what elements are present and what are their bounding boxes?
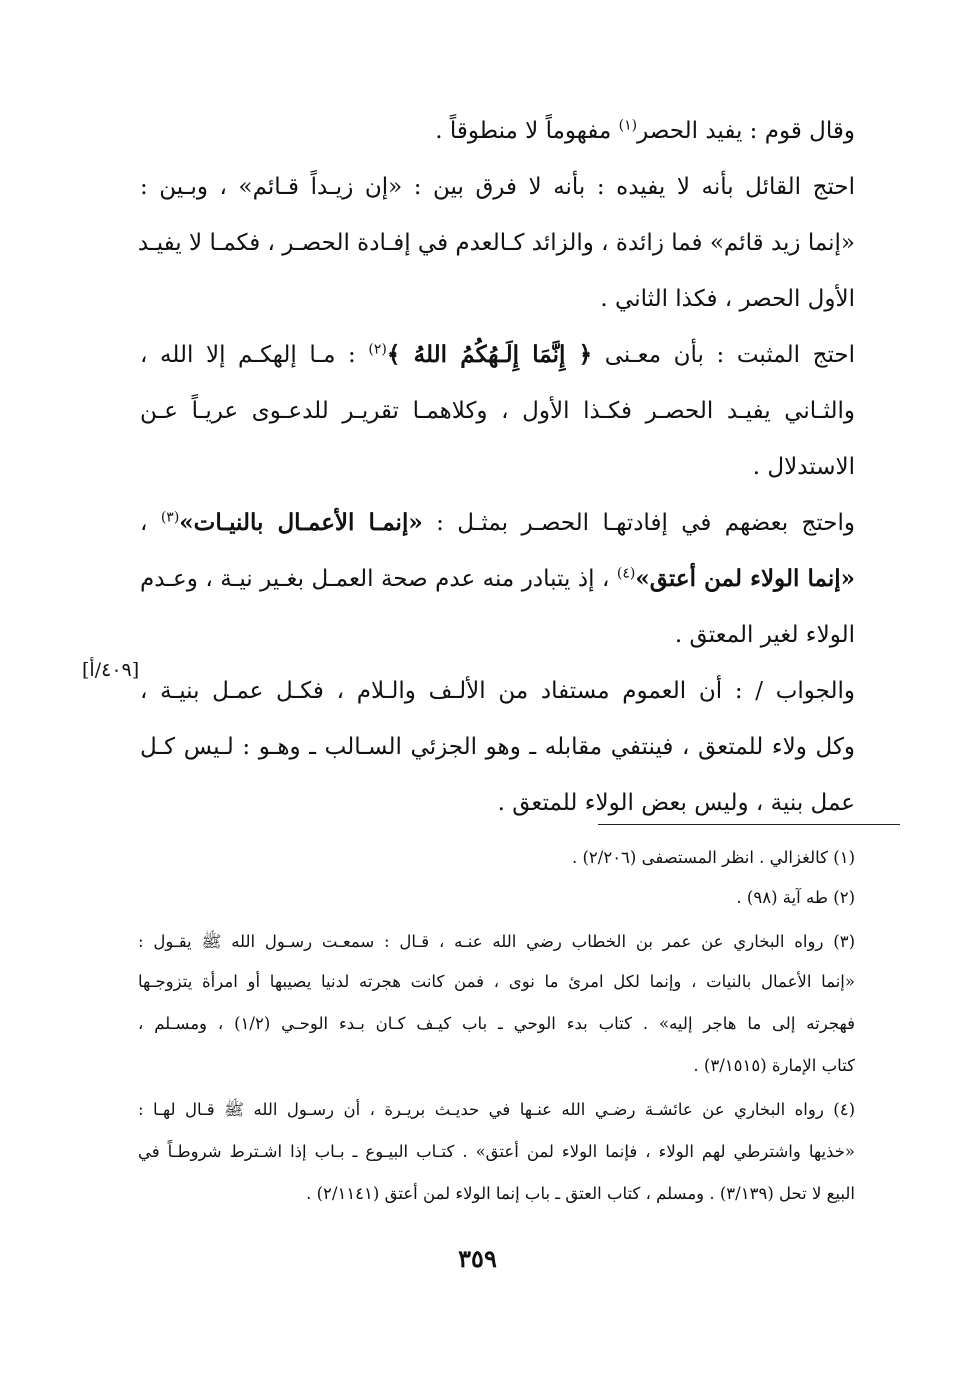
text-segment: مفهوماً لا منطوقاً . [435, 118, 612, 144]
footnote-4-line: (٤) رواه البخاري عن عائشـة رضـي الله عنـها في حديـث بريـرة ، أن رسـول الله ﷺ قـال لهـا : [138, 1100, 855, 1119]
footnote-separator [598, 824, 900, 825]
footnote-3-line: كتاب الإمارة (٣/١٥١٥) . [693, 1056, 855, 1075]
footnote-ref[interactable]: (١) [618, 117, 638, 134]
text-segment: واحتج بعضهم في إفادتهـا الحصـر بمثـل : [436, 510, 856, 536]
hadith-quote: «إنمـا الأعمـال بالنيـات» [179, 509, 423, 536]
footnote-3-line: «إنما الأعمال بالنيات ، وإنما لكل امرئ ما نوى ، فمن كانت هجرته لدنيا يصيبها أو امرأة يتزوجـها [138, 972, 855, 991]
footnote-ref[interactable]: (٢) [368, 341, 387, 358]
footnote-ref[interactable]: (٣) [160, 509, 180, 526]
text-segment: ، [140, 510, 148, 536]
body-line: والجواب / : أن العموم مستفاد من الألـف والـلام ، فكـل عمـل بنيـة ، [140, 678, 855, 704]
manuscript-folio-ref: [٤٠٩/أ] [82, 659, 140, 681]
footnote-4-line: «خذيها واشترطي لهم الولاء ، فإنما الولاء لمن أعتق» . كتـاب البيـوع ـ بـاب إذا اشـترط شروطـاً في [138, 1142, 855, 1161]
hadith-quote: «إنما الولاء لمن أعتق» [635, 565, 855, 592]
body-line [140, 564, 855, 594]
body-line [435, 116, 855, 146]
body-line: وكل ولاء للمتعق ، فينتفي مقابله ـ وهو الجزئي السـالب ـ وهـو : لـيس كـل [140, 734, 855, 760]
body-line: الأول الحصر ، فكذا الثاني . [600, 286, 855, 312]
footnote-3-line: (٣) رواه البخاري عن عمر بن الخطاب رضي الله عنـه ، قـال : سمعـت رسـول الله ﷺ يقـول : [138, 932, 855, 951]
text-segment: : مـا إلهكـم إلا الله ، [140, 342, 356, 368]
quran-verse: ﴿ إِنَّمَا إِلَـهُكُمُ اللهُ ﴾ [386, 341, 593, 368]
body-line [140, 508, 855, 538]
body-line: احتج القائل بأنه لا يفيده : بأنه لا فرق بين : «إن زيـداً قـائم» ، وبـين : [140, 174, 855, 200]
body-line: عمل بنية ، وليس بعض الولاء للمتعق . [497, 790, 855, 816]
footnote-4-line: البيع لا تحل (٣/١٣٩) . ومسلم ، كتاب العتق ـ باب إنما الولاء لمن أعتق (٢/١١٤١) . [306, 1184, 855, 1203]
footnote-3-line: فهجرته إلى ما هاجر إليه» . كتاب بدء الوحي ـ باب كيـف كـان بـدء الوحـي (١/٢) ، ومسـلم ، [138, 1014, 855, 1033]
text-segment: ، إذ يتبادر منه عدم صحة العمـل بغـير نيـة ، وعـدم [140, 566, 610, 592]
body-line: الاستدلال . [752, 454, 855, 480]
text-segment: وقال قوم : يفيد الحصر [637, 118, 855, 144]
body-line: «إنما زيد قائم» فما زائدة ، والزائد كـالعدم في إفـادة الحصـر ، فكمـا لا يفيـد [137, 230, 855, 256]
footnote-1: (١) كالغزالي . انظر المستصفى (٢/٢٠٦) . [571, 848, 855, 867]
body-line: والثـاني يفيـد الحصـر فكـذا الأول ، وكلاهمـا تقريـر للدعـوى عريـاً عـن [140, 398, 855, 424]
text-segment: احتج المثبت : بأن معـنى [604, 342, 855, 368]
footnote-ref[interactable]: (٤) [616, 565, 636, 582]
body-line: الولاء لغير المعتق . [674, 622, 855, 648]
footnote-2: (٢) طه آية (٩٨) . [736, 888, 855, 907]
page-number: ٣٥٩ [458, 1244, 497, 1273]
body-line [140, 340, 855, 370]
